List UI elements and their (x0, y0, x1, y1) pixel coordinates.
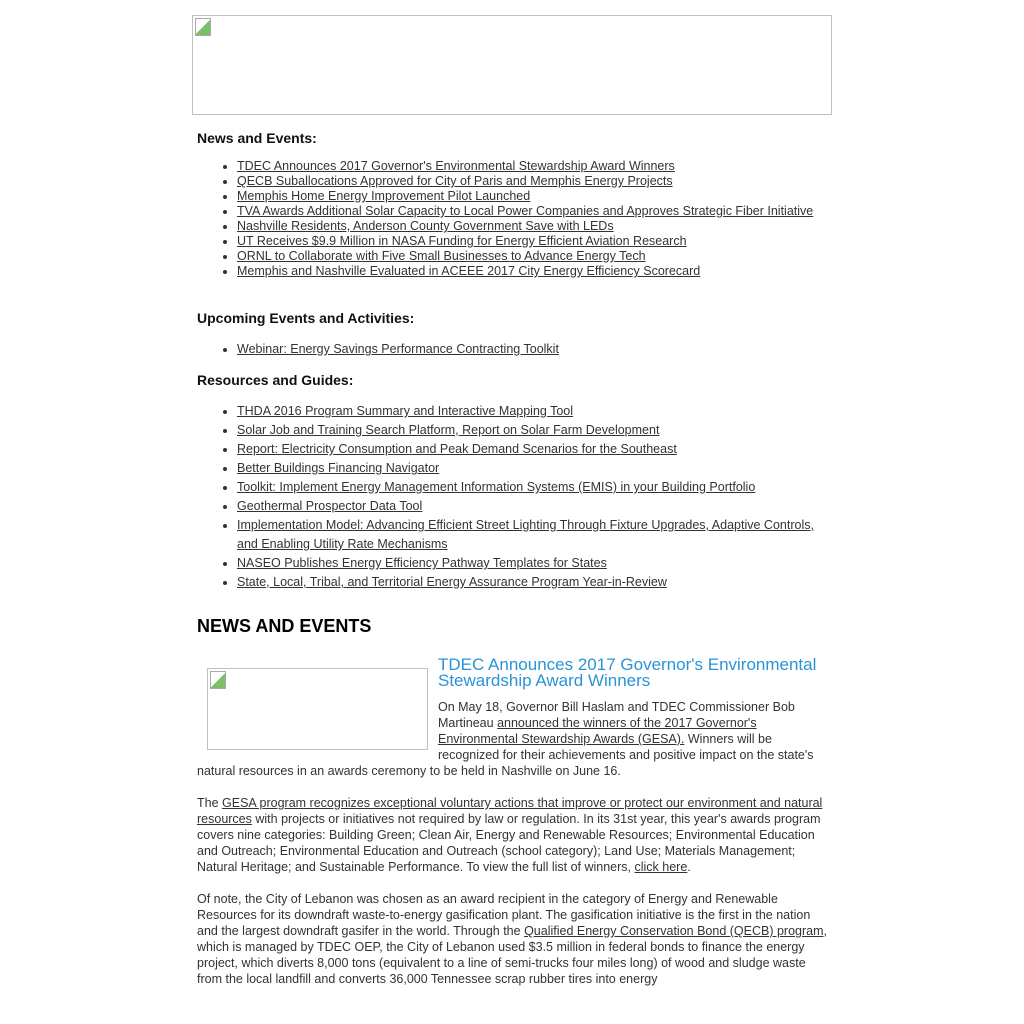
text: . (687, 860, 691, 874)
list-item (237, 516, 827, 554)
list-item (237, 340, 827, 359)
text: , which is managed by TDEC OEP, the City of Lebanon used $3.5 million in federal bonds to finance the energy project, which diverts 8,000 tons (equivalent to a line of semi-trucks four miles long) of wood and sludge waste from the local landfill and converts 36,000 Tennessee scrap rubber tires into energy (197, 924, 827, 986)
text: with projects or initiatives not required by law or regulation. In its 31st year, this year's awards program covers nine categories: Building Green; Clean Air, Energy and Renewable Resources; Environmental Education and Outreach; Environmental Education and Outreach (school category); Land Use; Materials Management; Natural Heritage; and Sustainable Performance. To view the full list of winners, (197, 812, 821, 874)
broken-image-icon (210, 671, 226, 689)
news-link[interactable]: UT Receives $9.9 Million in NASA Funding for Energy Efficient Aviation Research (237, 234, 687, 248)
section-title: NEWS AND EVENTS (197, 616, 372, 636)
resource-link[interactable]: Better Buildings Financing Navigator (237, 461, 440, 475)
resource-link[interactable]: Geothermal Prospector Data Tool (237, 499, 423, 513)
text: Of note, the City of Lebanon was chosen as an award recipient in the category of Energy and Renewable Resources for its downdraft waste-to-energy gasification plant. The gasification initiative is the first in the nation and the largest downdraft gasifer in the world. Through the (197, 892, 811, 938)
broken-image-icon (195, 18, 211, 36)
list-item (237, 554, 827, 573)
article-paragraph (197, 795, 827, 875)
list-item (237, 249, 827, 264)
resource-link[interactable]: Report: Electricity Consumption and Peak Demand Scenarios for the Southeast (237, 442, 677, 456)
news-list (197, 159, 827, 279)
list-item (237, 174, 827, 189)
news-header: News and Events: (197, 130, 317, 146)
upcoming-header: Upcoming Events and Activities: (197, 310, 415, 326)
resource-link[interactable]: NASEO Publishes Energy Efficiency Pathway Templates for States (237, 556, 607, 570)
list-item (237, 497, 827, 516)
resources-header: Resources and Guides: (197, 372, 354, 388)
list-item (237, 264, 827, 279)
resources-list (197, 402, 827, 592)
news-link[interactable]: Memphis Home Energy Improvement Pilot Launched (237, 189, 531, 203)
news-link[interactable]: TVA Awards Additional Solar Capacity to Local Power Companies and Approves Strategic Fiber Initiative (237, 204, 814, 218)
upcoming-link[interactable]: Webinar: Energy Savings Performance Contracting Toolkit (237, 342, 559, 356)
gesa-winners-link[interactable]: announced the winners of the 2017 Governor's Environmental Stewardship Awards (GESA). (438, 716, 757, 746)
banner-image (192, 15, 832, 115)
resource-link[interactable]: THDA 2016 Program Summary and Interactive Mapping Tool (237, 404, 574, 418)
article-paragraph (197, 891, 827, 987)
news-link[interactable]: QECB Suballocations Approved for City of Paris and Memphis Energy Projects (237, 174, 673, 188)
click-here-link[interactable]: click here (634, 860, 688, 874)
resource-link[interactable]: Implementation Model: Advancing Efficient Street Lighting Through Fixture Upgrades, Adaptive Controls, and Enabling Utility Rate Mechanisms (237, 518, 814, 551)
text: Winners will be recognized for their achievements and positive impact on the state's natural resources in an awards ceremony to be held in Nashville on June 16. (197, 732, 814, 778)
news-link[interactable]: TDEC Announces 2017 Governor's Environmental Stewardship Award Winners (237, 159, 675, 173)
text: On May 18, Governor Bill Haslam and TDEC Commissioner Bob Martineau (438, 700, 795, 730)
list-item (237, 440, 827, 459)
list-item (237, 459, 827, 478)
news-link[interactable]: Nashville Residents, Anderson County Government Save with LEDs (237, 219, 614, 233)
list-item (237, 219, 827, 234)
list-item (237, 189, 827, 204)
list-item (237, 421, 827, 440)
article-image (207, 668, 428, 750)
resource-link[interactable]: Solar Job and Training Search Platform, Report on Solar Farm Development (237, 423, 660, 437)
news-link[interactable]: ORNL to Collaborate with Five Small Businesses to Advance Energy Tech (237, 249, 646, 263)
list-item (237, 234, 827, 249)
gesa-program-link[interactable]: GESA program recognizes exceptional voluntary actions that improve or protect our environment and natural resources (197, 796, 823, 826)
resource-link[interactable]: State, Local, Tribal, and Territorial Energy Assurance Program Year-in-Review (237, 575, 667, 589)
article-title: TDEC Announces 2017 Governor's Environmental Stewardship Award Winners (438, 655, 817, 690)
list-item (237, 573, 827, 592)
list-item (237, 159, 827, 174)
newsletter (192, 15, 832, 987)
qecb-program-link[interactable]: Qualified Energy Conservation Bond (QECB) program (524, 924, 824, 938)
article (197, 657, 827, 987)
list-item (237, 478, 827, 497)
list-item (237, 402, 827, 421)
text: The (197, 796, 223, 810)
news-link[interactable]: Memphis and Nashville Evaluated in ACEEE 2017 City Energy Efficiency Scorecard (237, 264, 701, 278)
upcoming-list (197, 340, 827, 359)
list-item (237, 204, 827, 219)
resource-link[interactable]: Toolkit: Implement Energy Management Information Systems (EMIS) in your Building Portfolio (237, 480, 756, 494)
